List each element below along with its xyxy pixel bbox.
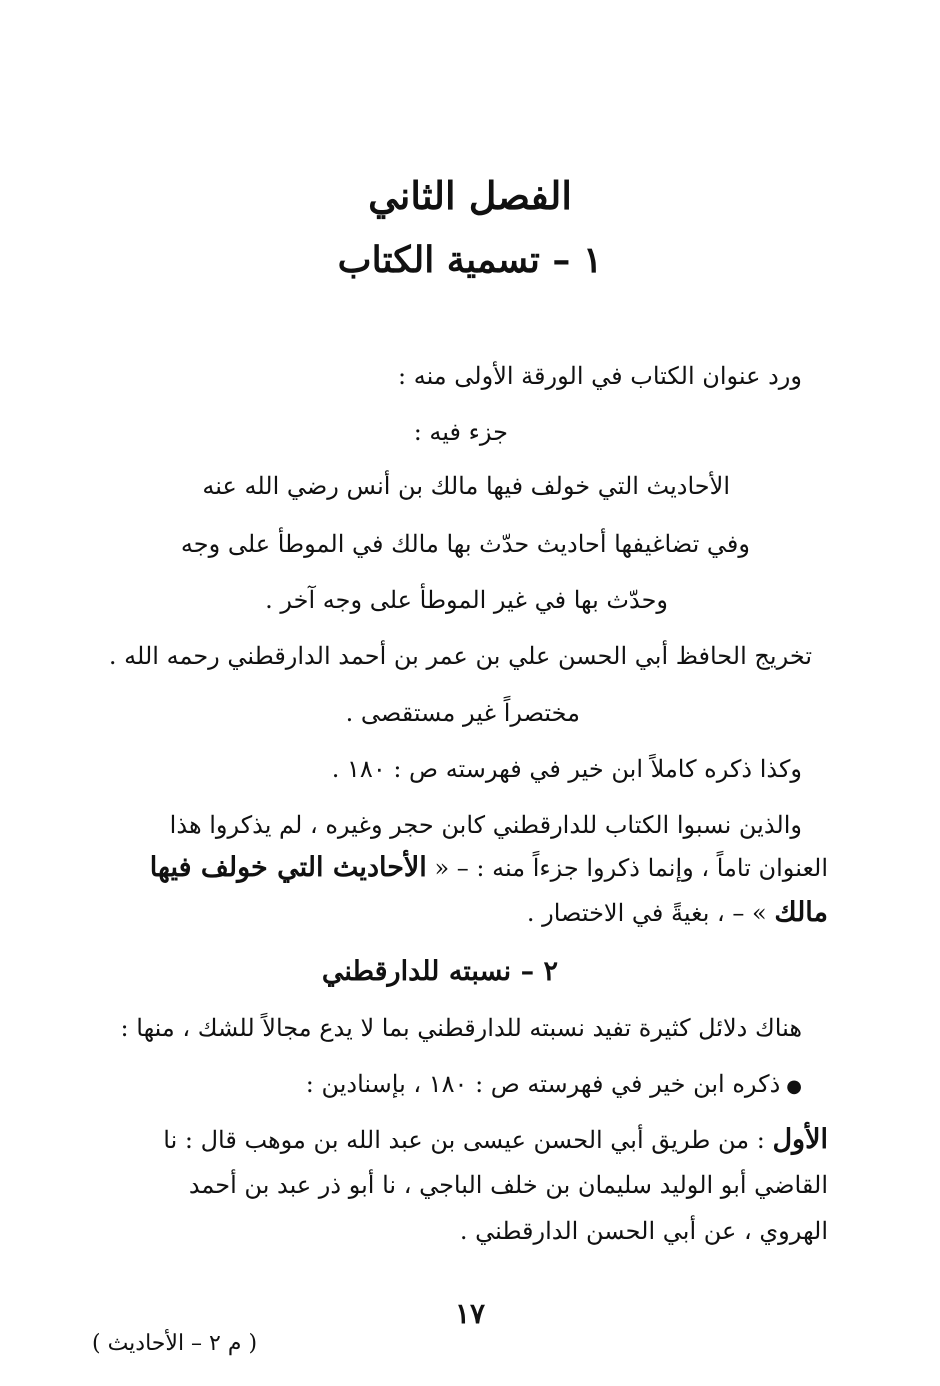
quoted-title-bold: مالك [774, 897, 828, 928]
section-title-attribution: ٢ – نسبته للدارقطني [321, 956, 558, 987]
paragraph-text: » – ، بغيةً في الاختصار . [526, 899, 767, 927]
bullet-line [306, 1064, 802, 1107]
title-block-line: مختصراً غير مستقصى . [345, 699, 580, 727]
title-block-line: جزء فيه : [413, 418, 508, 446]
bullet-icon: ● [786, 1076, 802, 1097]
paragraph-text: : من طريق أبي الحسن عيسى بن عبد الله بن موهب قال : نا [163, 1126, 765, 1154]
first-chain-label: الأول [772, 1124, 828, 1155]
fihrist-line: وكذا ذكره كاملاً ابن خير في فهرسته ص : ١٨٠ . [331, 755, 802, 783]
paragraph-text: العنوان تاماً ، وإنما ذكروا جزءاً منه : – « [434, 854, 828, 882]
title-block-line: وفي تضاغيفها أحاديث حدّث بها مالك في الموطأ على وجه [180, 530, 750, 558]
paragraph-line: الهروي ، عن أبي الحسن الدارقطني . [459, 1217, 828, 1245]
page-number: ١٧ [454, 1297, 486, 1330]
footer-reference: ( م ٢ – الأحاديث ) [92, 1331, 258, 1356]
paragraph-line [163, 1120, 828, 1160]
intro-line: ورد عنوان الكتاب في الورقة الأولى منه : [397, 362, 802, 390]
title-block-line: تخريج الحافظ أبي الحسن علي بن عمر بن أحمد الدارقطني رحمه الله . [108, 642, 812, 670]
paragraph-line: والذين نسبوا الكتاب للدارقطني كابن حجر وغيره ، لم يذكروا هذا [169, 811, 802, 839]
section-intro: هناك دلائل كثيرة تفيد نسبته للدارقطني بما لا يدع مجالاً للشك ، منها : [120, 1014, 802, 1042]
paragraph-line [527, 893, 828, 933]
chapter-title: الفصل الثاني [368, 173, 572, 218]
section-title-naming: ١ – تسمية الكتاب [337, 239, 603, 281]
bullet-text: ذكره ابن خير في فهرسته ص : ١٨٠ ، بإسنادين : [305, 1070, 781, 1098]
quoted-title-bold: الأحاديث التي خولف فيها [149, 852, 427, 883]
paragraph-line [150, 848, 828, 888]
title-block-line: الأحاديث التي خولف فيها مالك بن أنس رضي الله عنه [202, 472, 730, 500]
title-block-line: وحدّث بها في غير الموطأ على وجه آخر . [265, 586, 668, 614]
paragraph-line: القاضي أبو الوليد سليمان بن خلف الباجي ، نا أبو ذر عبد بن أحمد [188, 1171, 828, 1199]
